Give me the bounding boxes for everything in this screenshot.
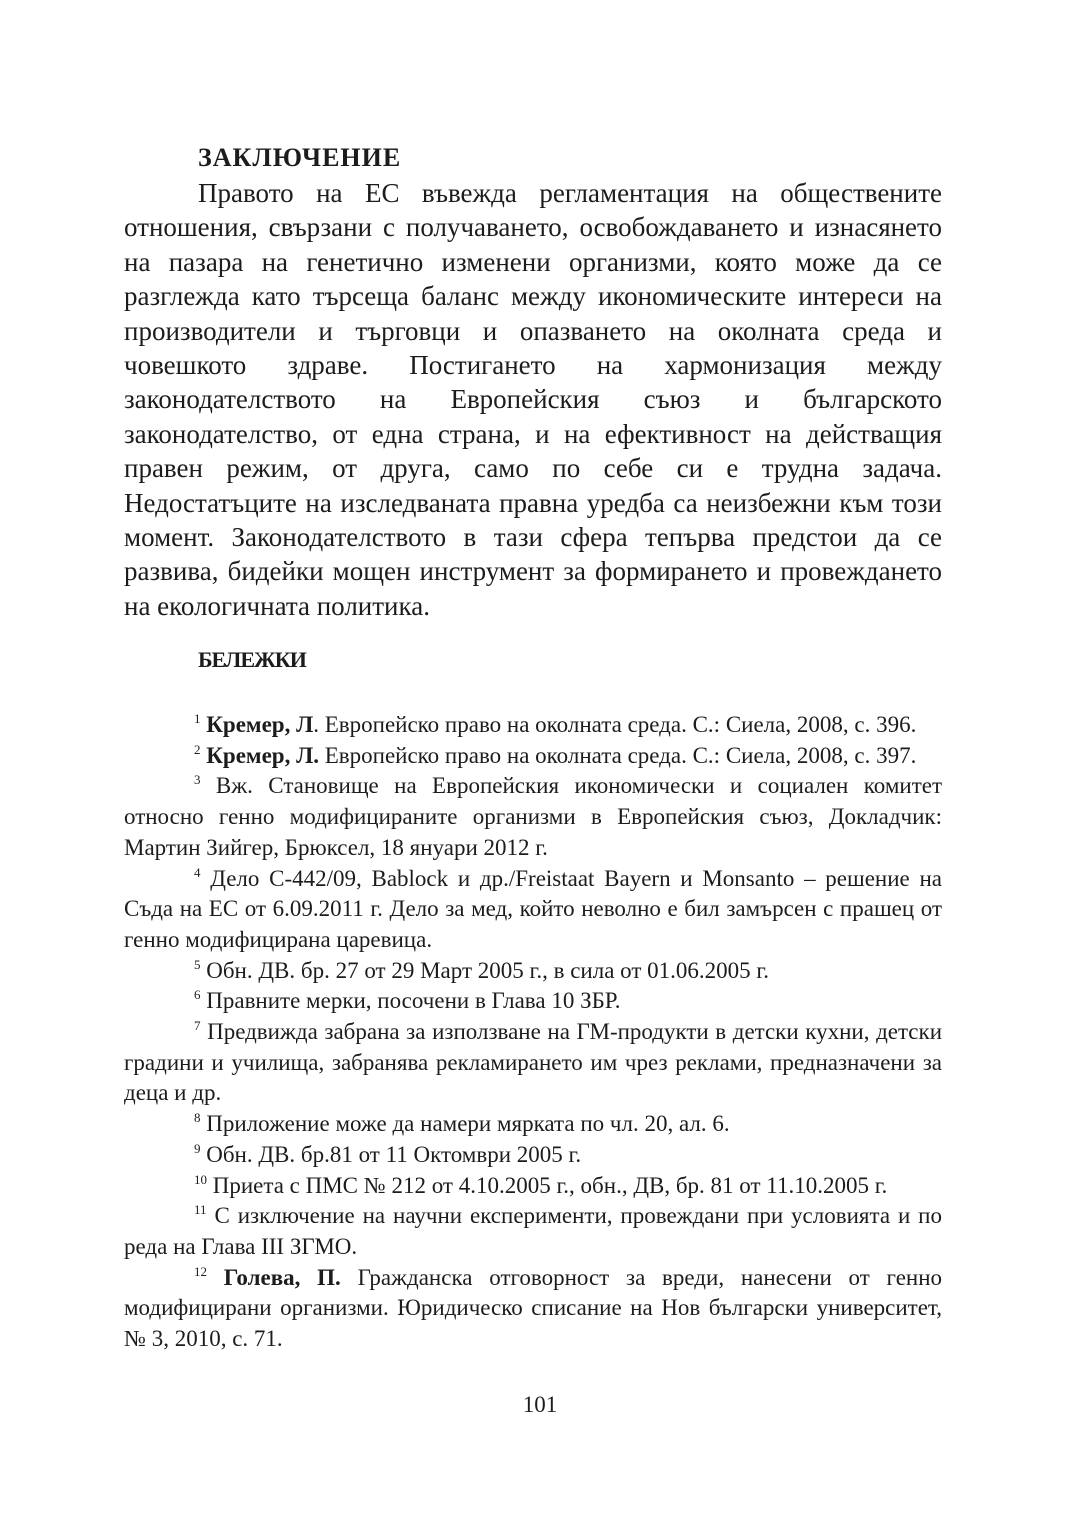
note-item [124,1171,942,1202]
page-content [124,140,943,1352]
note-author: Кремер, Л. [206,742,319,768]
note-number: 10 [194,1171,207,1187]
note-item [124,1263,942,1355]
notes-list [124,710,942,1355]
note-item [124,1109,942,1140]
note-number: 6 [194,987,201,1003]
note-number: 8 [194,1110,201,1126]
note-text: Приета с ПМС № 212 от 4.10.2005 г., обн., ДВ, бр. 81 от 11.10.2005 г. [212,1172,888,1198]
note-text: Гражданска отговорност за вреди, нанесени от генно модифицирани организми. Юридическо списание на Нов български университет, № 3, 2010, с. 71. [124,1264,943,1352]
note-author: Голева, П. [223,1264,341,1290]
notes-heading: БЕЛЕЖКИ [198,647,306,672]
note-item [124,1201,942,1262]
note-number: 5 [194,956,201,972]
note-text: Вж. Становище на Европейския икономически и социален комитет относно генно модифицираните организми в Европейския съюз, Докладчик: Мартин Зийгер, Брюксел, 18 януари 2012 г. [124,773,943,860]
note-text: Европейско право на околната среда. С.: Сиела, 2008, с. 397. [318,742,917,768]
note-text: Обн. ДВ. бр. 27 от 29 Март 2005 г., в сила от 01.06.2005 г. [206,957,769,983]
note-text: Приложение може да намери мярката по чл. 20, ал. 6. [206,1111,730,1137]
note-number: 7 [194,1018,201,1034]
note-item [124,741,942,772]
note-text: Обн. ДВ. бр.81 от 11 Октомври 2005 г. [206,1141,582,1167]
note-number: 2 [194,741,201,757]
note-number: 12 [194,1263,207,1279]
note-text: Правните мерки, посочени в Глава 10 ЗБР. [206,988,621,1014]
note-item [124,864,942,956]
note-number: 11 [194,1202,207,1218]
note-item [124,956,942,987]
note-number: 9 [194,1140,201,1156]
note-author: Кремер, Л [206,712,314,737]
note-text: Дело C-442/09, Bablock и др./Freistaat Bayern и Monsanto – решение на Съда на ЕС от 6.09.2011 г. Дело за мед, който неволно е бил замърсен с прашец от генно модифицирана царевица. [124,865,942,952]
note-text: . Европейско право на околната среда. С.: Сиела, 2008, с. 396. [313,712,917,737]
note-number: 1 [194,711,201,726]
note-item [124,710,942,741]
note-text: С изключение на научни експерименти, провеждани при условията и по реда на Глава III ЗГМО. [124,1203,942,1259]
section-heading: ЗАКЛЮЧЕНИЕ [198,143,402,172]
note-number: 4 [194,864,201,880]
note-text: Предвижда забрана за използване на ГМ-продукти в детски кухни, детски градини и училища, забранява рекламирането им чрез реклами, предназначени за деца и др. [124,1019,943,1106]
page-number: 101 [522,1392,558,1417]
note-item [124,771,942,863]
note-item [124,1140,942,1171]
note-number: 3 [194,772,201,788]
note-item [124,1017,942,1109]
conclusion-paragraph: Правото на ЕС въвежда регламентация на обществените отношения, свързани с получаването, освобождаването и изнасянето на пазара на генетично изменени организми, която може да се разглежда като търсеща баланс между икономическите интереси на производители и търговци и опазването на околната среда и човешкото здраве. Постигането на хармонизация между законодателството на Европейския съюз и българското законодателство, от една страна, и на ефективност на действащия правен режим, от друга, само по себе си е трудна задача. Недостатъците на изследваната правна уредба са неизбежни към този момент. Законодателството в тази сфера тепърва предстои да се развива, бидейки мощен инструмент за формирането и провеждането на екологичната политика. [124,178,942,621]
note-item [124,986,942,1017]
